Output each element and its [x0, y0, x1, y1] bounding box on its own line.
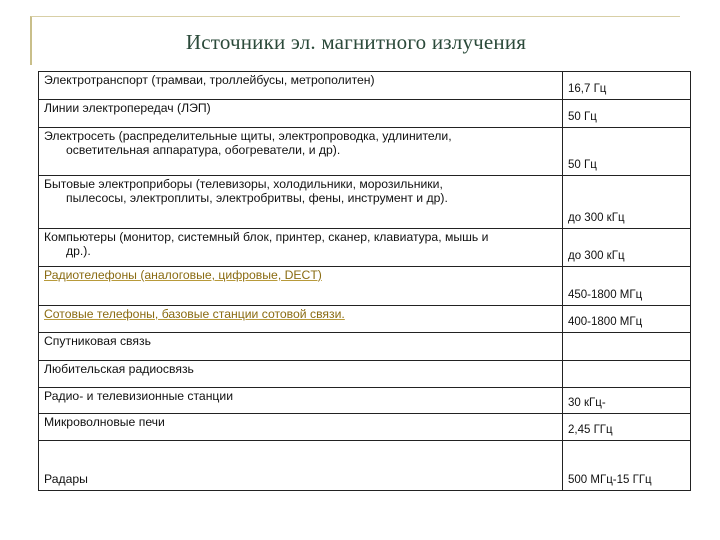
source-text: Бытовые электроприборы (телевизоры, холодильники, морозильники, — [44, 177, 443, 191]
source-text: Спутниковая связь — [44, 334, 151, 348]
source-cell — [39, 388, 563, 414]
frequency-cell: 30 кГц- — [563, 388, 691, 414]
source-cell — [39, 128, 563, 176]
source-cell — [39, 414, 563, 441]
table-row — [39, 388, 691, 414]
table-row — [39, 333, 691, 361]
source-cell — [39, 361, 563, 388]
radiation-sources-table — [38, 71, 691, 491]
source-cell — [39, 176, 563, 229]
frequency-cell — [563, 333, 691, 361]
table-row — [39, 361, 691, 388]
source-cell — [39, 441, 563, 491]
table-row — [39, 176, 691, 229]
table-row — [39, 128, 691, 176]
frequency-cell: 50 Гц — [563, 128, 691, 176]
source-text: Микроволновые печи — [44, 415, 165, 429]
source-link[interactable]: Радиотелефоны (аналоговые, цифровые, DECT) — [44, 268, 322, 282]
source-cell — [39, 306, 563, 333]
frequency-cell: 2,45 ГГц — [563, 414, 691, 441]
table-row — [39, 267, 691, 306]
table-row — [39, 72, 691, 100]
frequency-cell: 500 МГц-15 ГГц — [563, 441, 691, 491]
frequency-cell: 16,7 Гц — [563, 72, 691, 100]
frequency-cell — [563, 361, 691, 388]
table-row — [39, 229, 691, 267]
table-row — [39, 306, 691, 333]
source-text: Радары — [44, 472, 88, 486]
source-text: Любительская радиосвязь — [44, 362, 194, 376]
title-frame — [30, 16, 680, 65]
source-text: Радио- и телевизионные станции — [44, 389, 234, 403]
frequency-cell: до 300 кГц — [563, 229, 691, 267]
table-row — [39, 441, 691, 491]
frequency-cell: 50 Гц — [563, 100, 691, 128]
table-row — [39, 414, 691, 441]
source-text: Электротранспорт (трамваи, троллейбусы, метрополитен) — [44, 73, 375, 87]
source-cell — [39, 72, 563, 100]
source-text: Линии электропередач (ЛЭП) — [44, 101, 211, 115]
page-title: Источники эл. магнитного излучения — [185, 30, 527, 54]
source-cell — [39, 229, 563, 267]
source-text-continued: осветительная аппаратура, обогреватели, и др). — [66, 143, 341, 157]
source-cell — [39, 100, 563, 128]
source-text-continued: др.). — [66, 244, 91, 258]
source-cell — [39, 267, 563, 306]
source-cell — [39, 333, 563, 361]
frequency-cell: 400-1800 МГц — [563, 306, 691, 333]
source-link[interactable]: Сотовые телефоны, базовые станции сотовой связи. — [44, 307, 345, 321]
frequency-cell: до 300 кГц — [563, 176, 691, 229]
source-text: Компьютеры (монитор, системный блок, принтер, сканер, клавиатура, мышь и — [44, 230, 489, 244]
frequency-cell: 450-1800 МГц — [563, 267, 691, 306]
source-text: Электросеть (распределительные щиты, электропроводка, удлинители, — [44, 129, 452, 143]
table-row — [39, 100, 691, 128]
source-text-continued: пылесосы, электроплиты, электробритвы, фены, инструмент и др). — [66, 191, 448, 205]
